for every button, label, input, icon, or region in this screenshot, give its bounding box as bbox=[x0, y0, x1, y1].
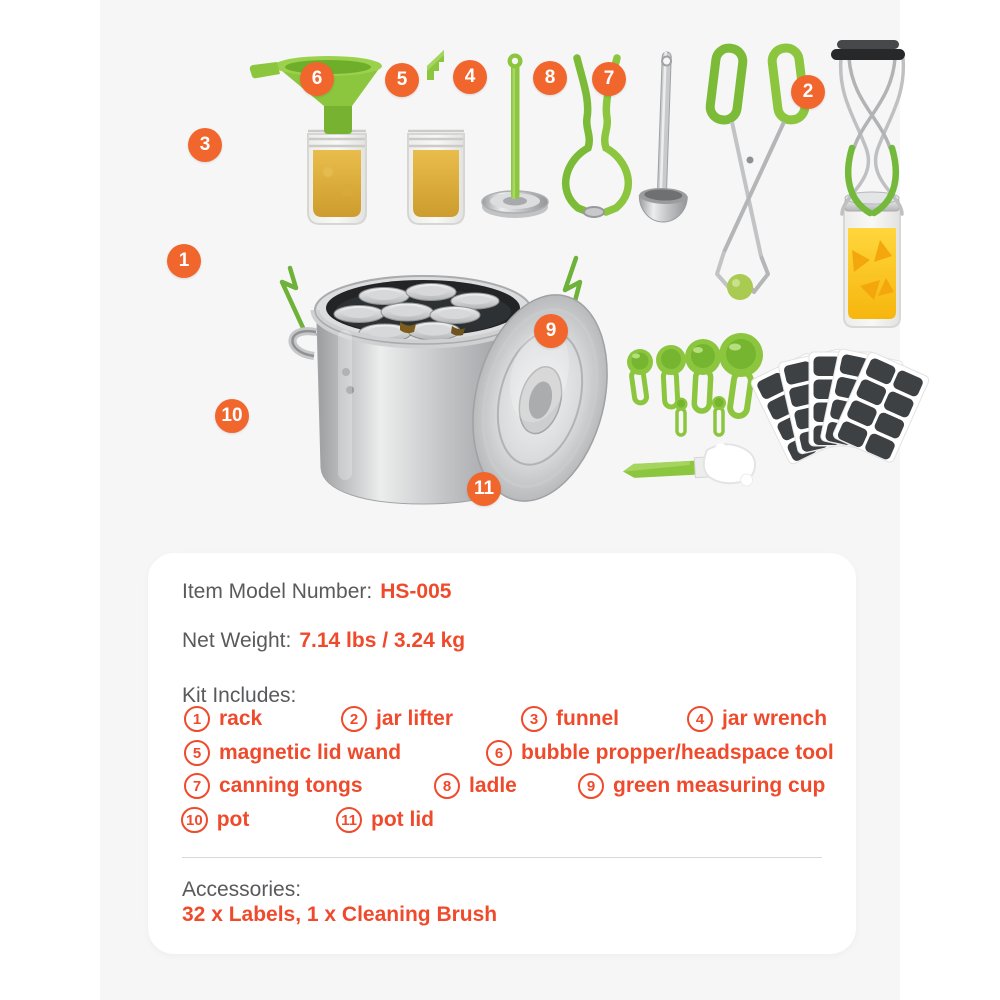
label-sheets-illustration bbox=[750, 348, 931, 465]
kit-item-measuring-cup bbox=[578, 773, 825, 799]
kit-item-label: green measuring cup bbox=[613, 774, 826, 797]
collage-badge-8: 8 bbox=[533, 61, 567, 95]
ladle-illustration bbox=[638, 51, 692, 223]
kit-item-number: 2 bbox=[341, 706, 367, 732]
accessories-heading: Accessories: bbox=[182, 878, 302, 901]
collage-badge-10: 10 bbox=[215, 399, 249, 433]
kit-item-pot bbox=[181, 807, 249, 833]
kit-item-number: 3 bbox=[521, 706, 547, 732]
net-weight-label: Net Weight: bbox=[182, 629, 292, 652]
collage-badge-1: 1 bbox=[167, 244, 201, 278]
collage-badge-3: 3 bbox=[188, 128, 222, 162]
item-model-value: HS-005 bbox=[380, 580, 452, 603]
kit-includes-heading: Kit Includes: bbox=[182, 684, 297, 707]
measuring-cups-illustration bbox=[627, 333, 763, 435]
collage-badge-4: 4 bbox=[453, 60, 487, 94]
collage-badge-2: 2 bbox=[791, 75, 825, 109]
kit-item-pot-lid bbox=[336, 807, 434, 833]
kit-item-rack bbox=[184, 706, 262, 732]
kit-item-label: rack bbox=[219, 707, 263, 730]
net-weight-value: 7.14 lbs / 3.24 kg bbox=[299, 629, 466, 652]
jar-lifter-with-jar-illustration bbox=[831, 40, 905, 327]
kit-item-jar-lifter bbox=[341, 706, 453, 732]
cleaning-brush-illustration bbox=[622, 442, 756, 493]
kit-item-label: magnetic lid wand bbox=[219, 741, 402, 764]
item-model-label: Item Model Number: bbox=[182, 580, 373, 603]
kit-item-number: 4 bbox=[687, 706, 713, 732]
kit-item-number: 11 bbox=[336, 807, 362, 833]
kit-item-canning-tongs bbox=[184, 773, 363, 799]
card-divider bbox=[182, 857, 822, 858]
kit-item-label: canning tongs bbox=[219, 774, 363, 797]
kit-item-number: 7 bbox=[184, 773, 210, 799]
kit-item-bubble-propper bbox=[486, 740, 834, 766]
item-model-line bbox=[182, 580, 451, 604]
kit-item-number: 9 bbox=[578, 773, 604, 799]
product-details-card bbox=[148, 553, 856, 954]
kit-item-number: 8 bbox=[434, 773, 460, 799]
kit-item-magnetic-lid-wand bbox=[184, 740, 401, 766]
collage-badge-6: 6 bbox=[300, 62, 334, 96]
accessories-value: 32 x Labels, 1 x Cleaning Brush bbox=[182, 903, 498, 926]
kit-item-label: pot bbox=[216, 808, 250, 831]
kit-item-ladle bbox=[434, 773, 517, 799]
net-weight-line bbox=[182, 629, 465, 653]
kit-item-number: 1 bbox=[184, 706, 210, 732]
collage-badge-5: 5 bbox=[385, 63, 419, 97]
kit-item-label: jar wrench bbox=[722, 707, 828, 730]
kit-item-label: bubble propper/headspace tool bbox=[521, 741, 834, 764]
kit-item-jar-wrench bbox=[687, 706, 827, 732]
kit-item-label: jar lifter bbox=[376, 707, 454, 730]
kit-item-number: 5 bbox=[184, 740, 210, 766]
kit-item-label: pot lid bbox=[371, 808, 434, 831]
kit-item-number: 10 bbox=[181, 807, 208, 833]
kit-item-label: ladle bbox=[469, 774, 517, 797]
collage-badge-9: 9 bbox=[534, 314, 568, 348]
collage-badge-7: 7 bbox=[592, 62, 626, 96]
kit-item-label: funnel bbox=[556, 707, 619, 730]
kit-item-number: 6 bbox=[486, 740, 512, 766]
collage-badge-11: 11 bbox=[467, 472, 501, 506]
kit-item-funnel bbox=[521, 706, 619, 732]
